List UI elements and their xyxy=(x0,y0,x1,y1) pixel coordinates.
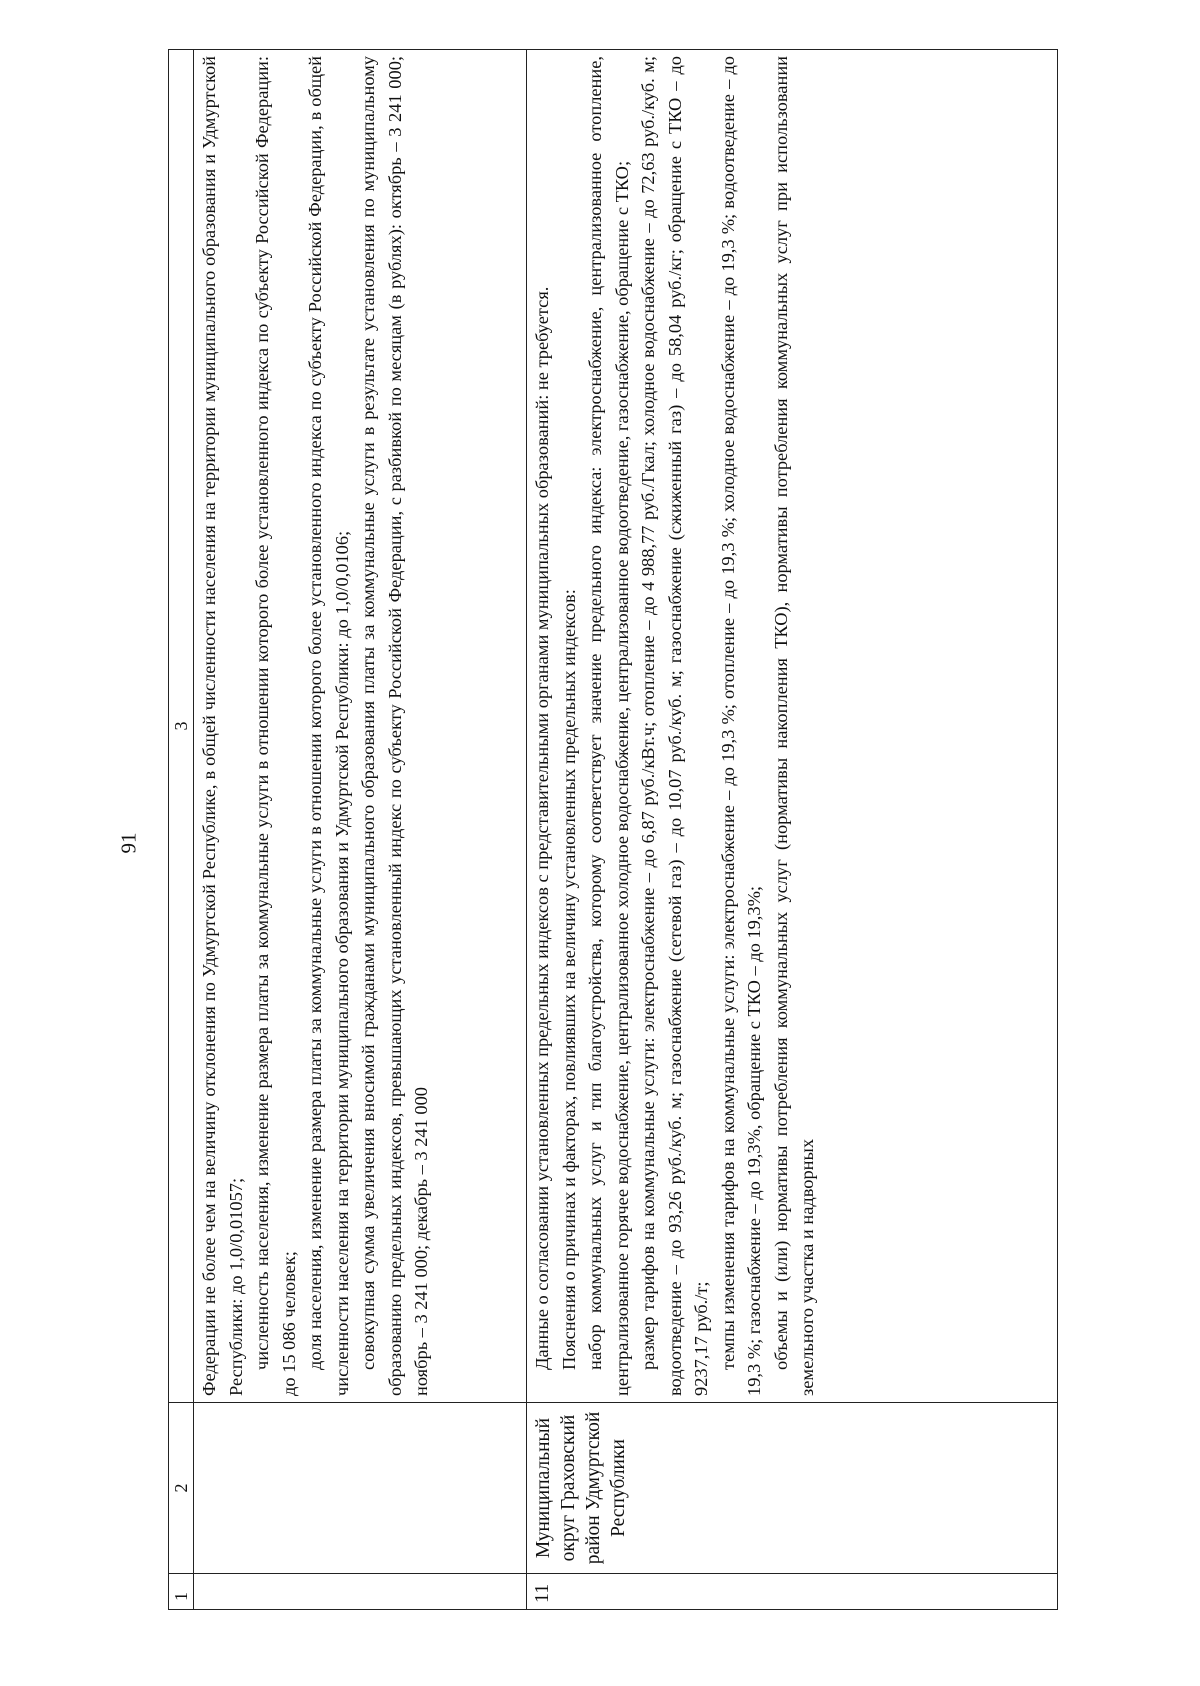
table-row-11 xyxy=(527,50,1058,1610)
table-header-row xyxy=(169,50,194,1610)
rotated-sheet xyxy=(168,50,1058,1610)
continued-paragraph: Федерации не более чем на величину отклонения по Удмуртской Республике, в общей численности населения на территории муниципального образования и Удмуртской Республики: до 1,0/0,01057; xyxy=(199,56,246,1396)
indices-table xyxy=(168,49,1058,1610)
header-col-3: 3 xyxy=(169,50,194,1403)
row-11-paragraph: объемы и (или) нормативы потребления коммунальных услуг (нормативы накопления ТКО), нормативы потребления коммунальных услуг при использовании земельного участка и надворных xyxy=(770,56,817,1396)
row-11-paragraph: темпы изменения тарифов на коммунальные услуги: электроснабжение – до 19,3 %; отопление – до 19,3 %; холодное водоснабжение – до 19,3 %; водоотведение – до 19,3 %; газоснабжение – до 19,3%, обращение с ТКО – до 19,3%; xyxy=(717,56,764,1396)
continued-paragraph: совокупная сумма увеличения вносимой гражданами муниципального образования платы за коммунальные услуги в результате установления по муниципальному образованию предельных индексов, превышающих установленный индекс по субъекту Российской Федерации, с разбивкой по месяцам (в рублях): октябрь – 3 241 000; ноябрь – 3 241 000; декабрь – 3 241 000 xyxy=(358,56,431,1396)
table-row-continued xyxy=(194,50,527,1610)
row-11-paragraph: Данные о согласовании установленных предельных индексов с представительными органами муниципальных образований: не требуется. xyxy=(532,286,552,1370)
row-11-text-cell xyxy=(527,50,1058,1403)
page-number: 91 xyxy=(116,832,141,854)
row-11-paragraph: набор коммунальных услуг и тип благоустройства, которому соответствует значение предельного индекса: электроснабжение, централизованное отопление, централизованное горячее водоснабжение, централизованное холодное водоснабжение, централизованное водоотведение, газоснабжение, обращение с ТКО; xyxy=(585,56,632,1396)
continued-region-cell xyxy=(194,1403,527,1574)
row-11-paragraph: размер тарифов на коммунальные услуги: электроснабжение – до 6,87 руб./кВт.ч; отопление – до 4 988,77 руб./Гкал; холодное водоснабжение – до 72,63 руб./куб. м; водоотведение – до 93,26 руб./куб. м; газоснабжение (сетевой газ) – до 10,07 руб./куб. м; газоснабжение (сжиженный газ) – до 58,04 руб./кг; обращение с ТКО – до 9237,17 руб./т; xyxy=(638,56,711,1396)
continued-text-cell xyxy=(194,50,527,1403)
row-11-paragraph: Пояснения о причинах и факторах, повлиявших на величину установленных предельных индексов: xyxy=(558,589,579,1370)
region-name: Муниципальный округ Граховский район Удмуртской Республики xyxy=(527,1403,1058,1574)
header-col-2: 2 xyxy=(169,1403,194,1574)
header-col-1: 1 xyxy=(169,1574,194,1610)
continued-number-cell xyxy=(194,1574,527,1610)
row-number: 11 xyxy=(527,1574,1058,1610)
continued-paragraph: численность населения, изменение размера платы за коммунальные услуги в отношении которого более установленного индекса по субъекту Российской Федерации: до 15 086 человек; xyxy=(252,56,299,1396)
continued-paragraph: доля населения, изменение размера платы за коммунальные услуги в отношении которого более установленного индекса по субъекту Российской Федерации, в общей численности населения на территории муниципального образования и Удмуртской Республики: до 1,0/0,0106; xyxy=(305,56,352,1396)
